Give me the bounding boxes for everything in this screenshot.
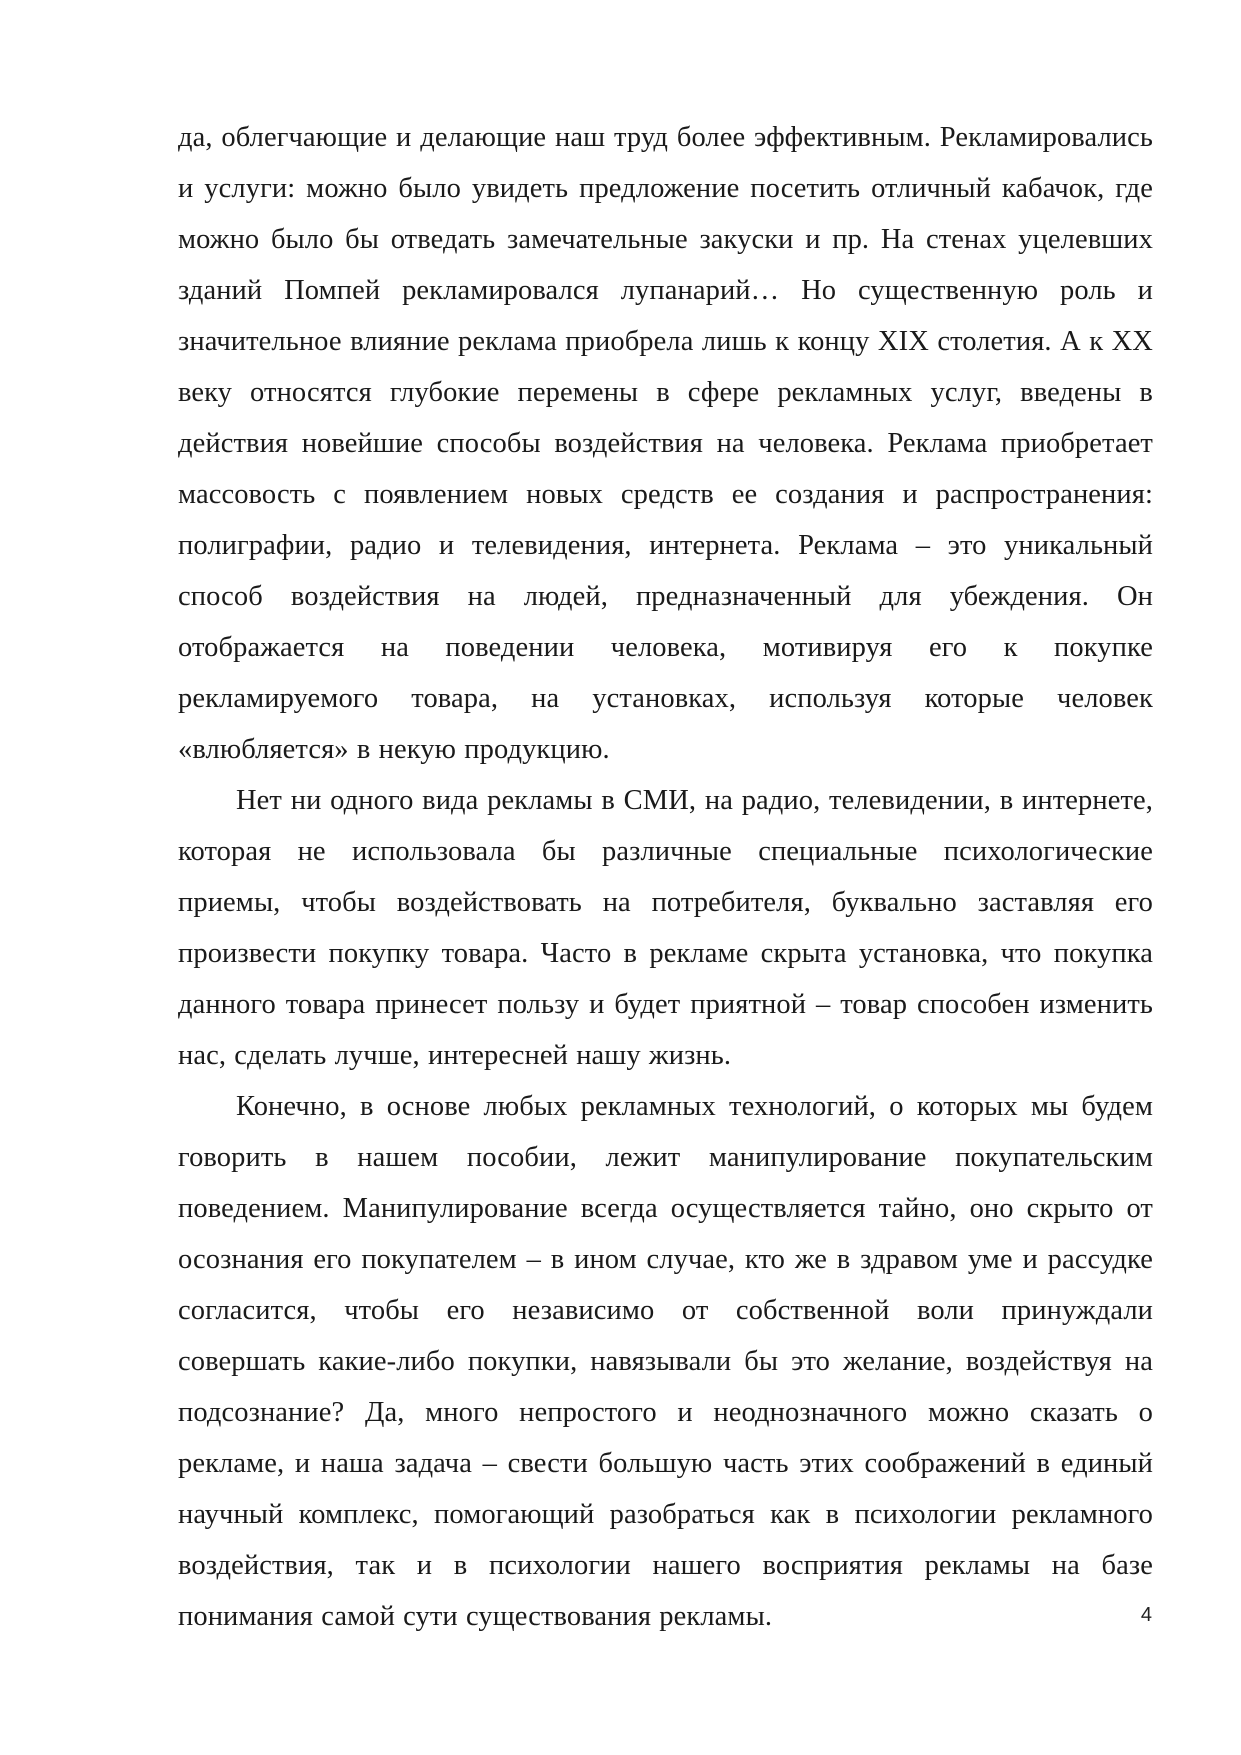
page-number: 4 [1140, 1604, 1152, 1626]
body-text [178, 112, 1153, 1642]
paragraph-advertising-techniques: Нет ни одного вида рекламы в СМИ, на радио, телевидении, в интернете, которая не использовала бы различные специальные психологические приемы, чтобы воздействовать на потребителя, буквально заставляя его произвести покупку товара. Часто в рекламе скрыта установка, что покупка данного товара принесет пользу и будет приятной – товар способен изменить нас, сделать лучше, интересней нашу жизнь. [178, 785, 1153, 1071]
paragraph-manipulation: Конечно, в основе любых рекламных технологий, о которых мы будем говорить в нашем пособии, лежит манипулирование покупательским поведением. Манипулирование всегда осуществляется тайно, оно скрыто от осознания его покупателем – в ином случае, кто же в здравом уме и рассудке согласится, чтобы его независимо от собственной воли принуждали совершать какие-либо покупки, навязывали бы это желание, воздействуя на подсознание? Да, много непростого и неоднозначного можно сказать о рекламе, и наша задача – свести большую часть этих соображений в единый научный комплекс, помогающий разобраться как в психологии рекламного воздействия, так и в психологии нашего восприятия рекламы на базе понимания самой сути существования рекламы. [178, 1091, 1153, 1632]
paragraph-continuation: да, облегчающие и делающие наш труд более эффективным. Рекламировались и услуги: можно было увидеть предложение посетить отличный кабачок, где можно было бы отведать замечательные закуски и пр. На стенах уцелевших зданий Помпей рекламировался лупанарий… Но существенную роль и значительное влияние реклама приобрела лишь к концу XIX столетия. А к XX веку относятся глубокие перемены в сфере рекламных услуг, введены в действия новейшие способы воздействия на человека. Реклама приобретает массовость с появлением новых средств ее создания и распространения: полиграфии, радио и телевидения, интернета. Реклама – это уникальный способ воздействия на людей, предназначенный для убеждения. Он отображается на поведении человека, мотивируя его к покупке рекламируемого товара, на установках, используя которые человек «влюбляется» в некую продукцию. [178, 122, 1153, 765]
